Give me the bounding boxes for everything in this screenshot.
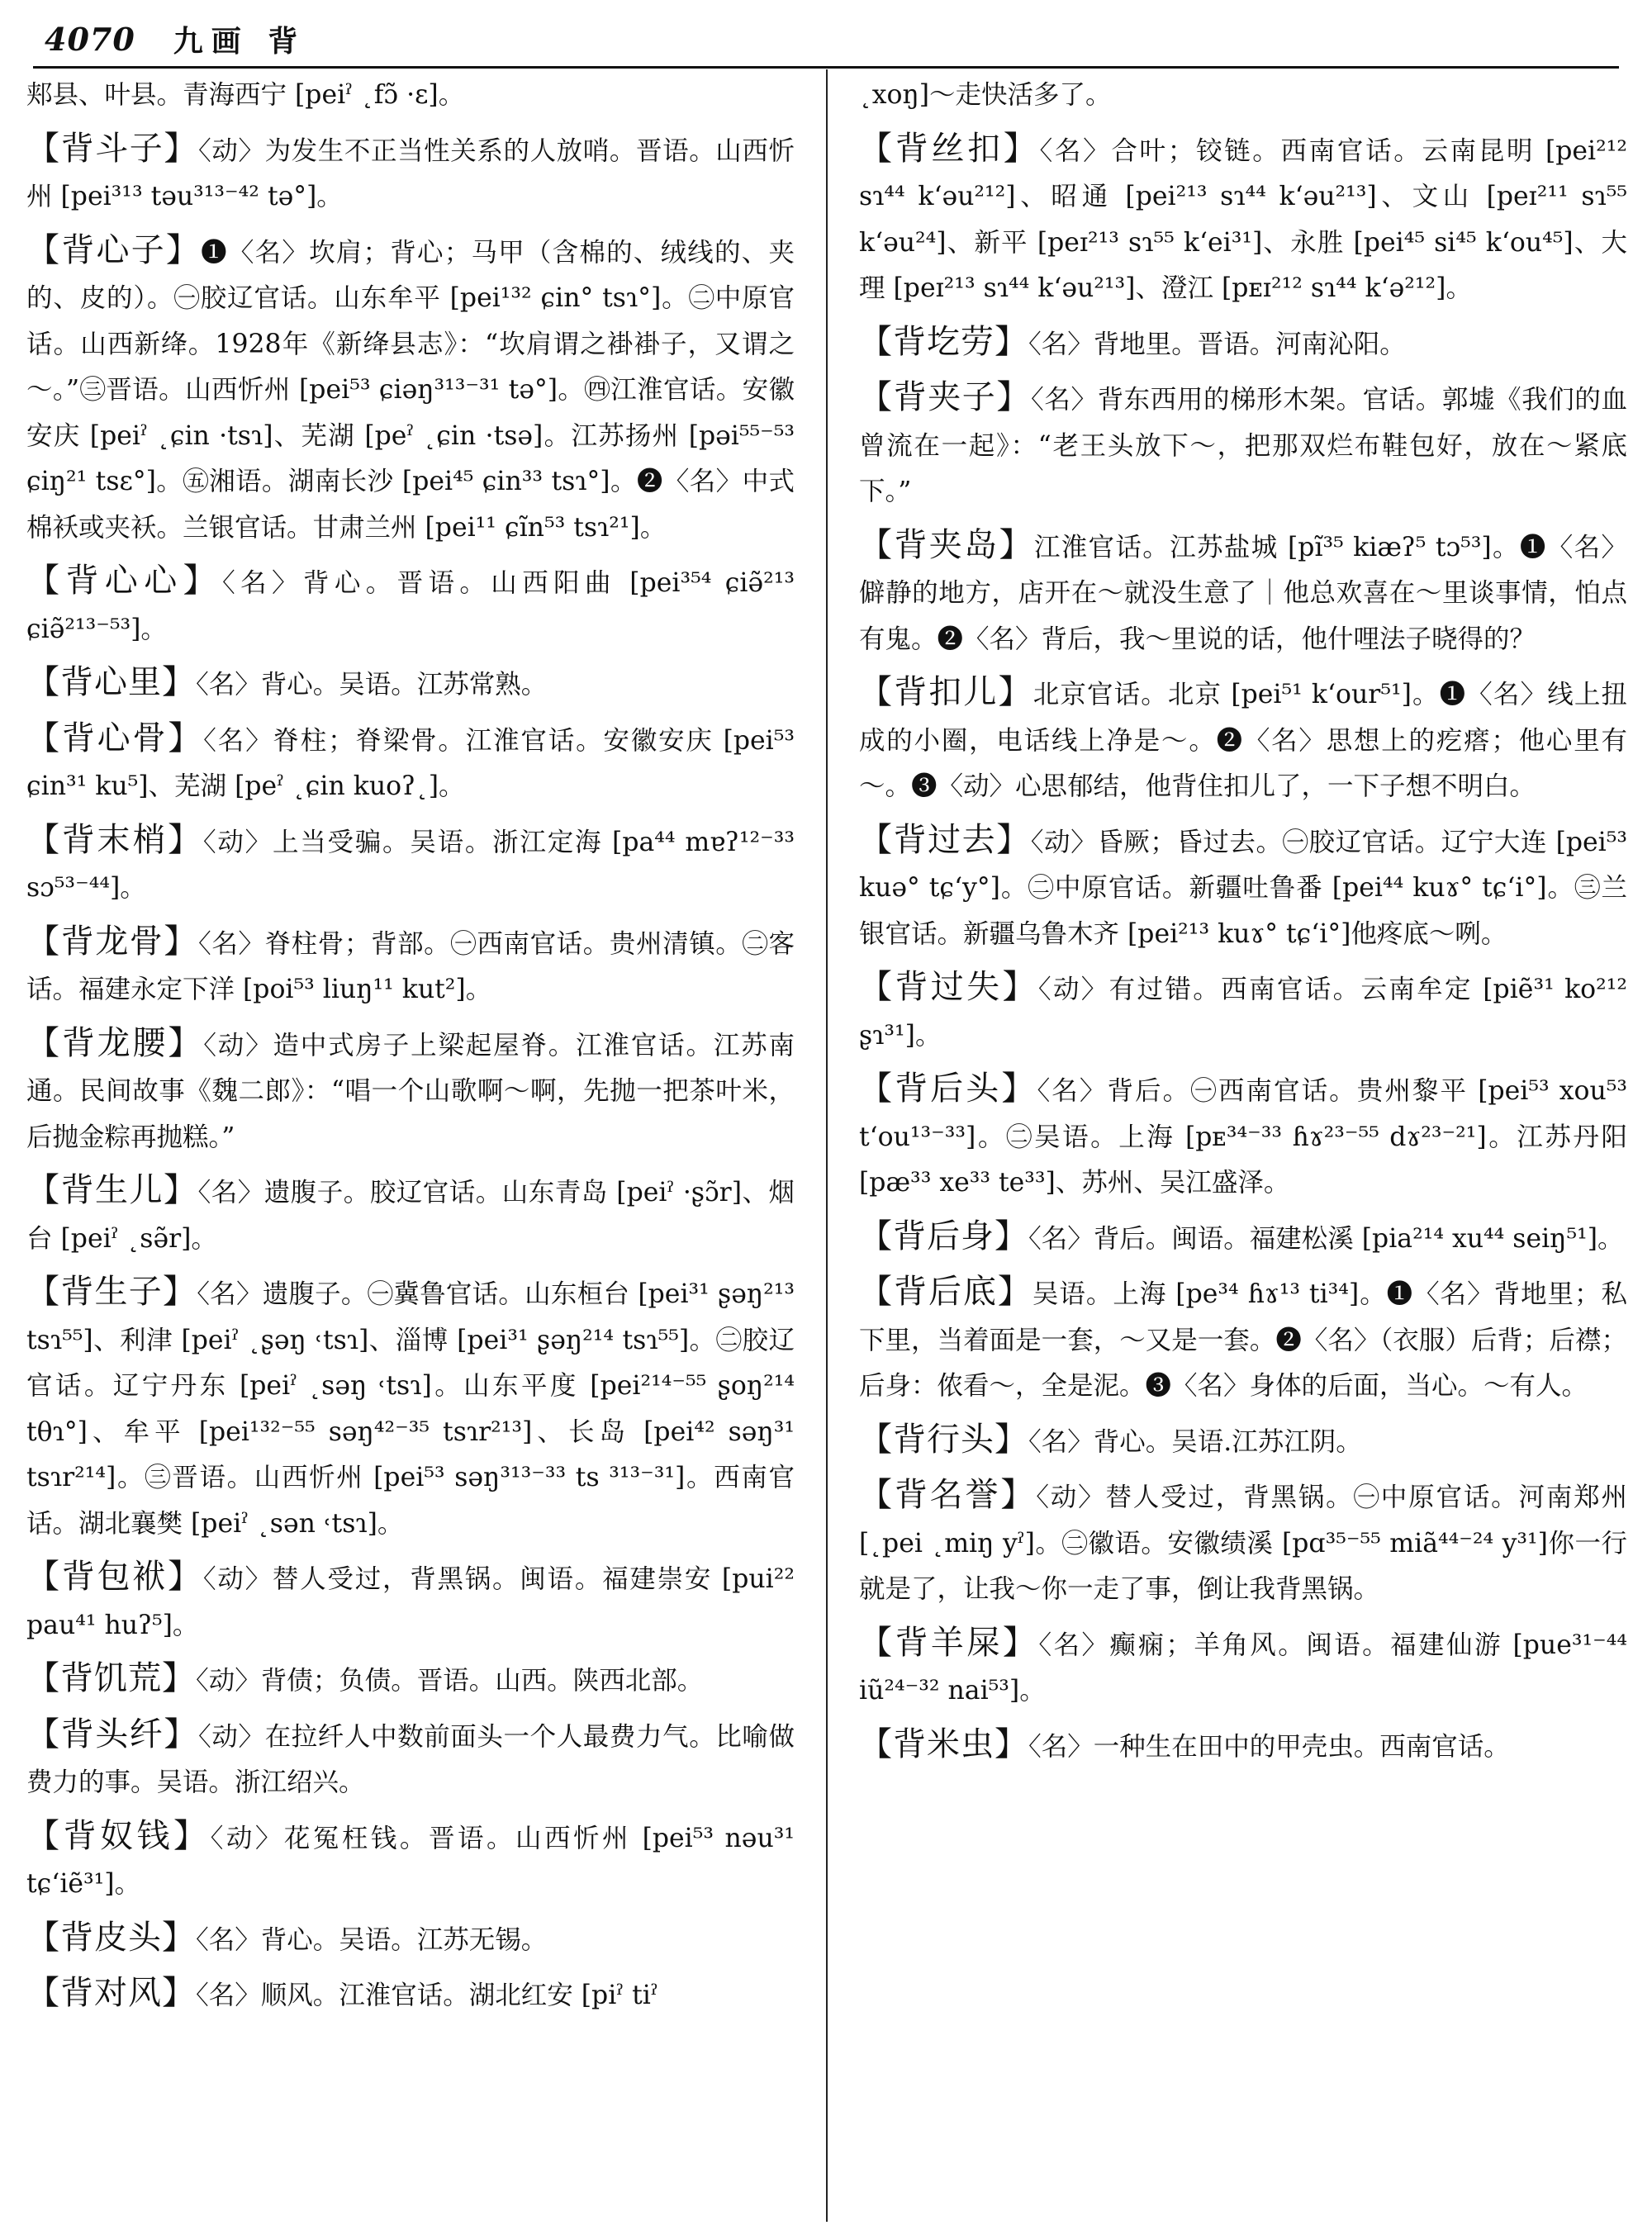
dictionary-entry — [859, 1620, 1627, 1715]
entry-headword: 【背圪劳】 — [859, 322, 1028, 361]
entry-definition: 〈名〉脊柱；脊梁骨。江淮官话。安徽安庆 [pei⁵³ ɕin³¹ ku⁵]、芜湖 [peˀ ˛ɕin kuoʔ˛]。 — [26, 725, 795, 801]
entry-definition: 〈动〉在拉纤人中数前面头一个人最费力气。比喻做费力的事。吴语。浙江绍兴。 — [26, 1721, 795, 1797]
dictionary-entry — [26, 1554, 795, 1649]
entry-headword: 【背生儿】 — [26, 1171, 198, 1209]
dictionary-entry — [26, 660, 795, 709]
entry-definition: ˛xoŋ]～走快活多了。 — [859, 80, 1112, 110]
entry-headword: 【背心子】 — [26, 230, 202, 269]
entry-definition: 〈名〉背后。㊀西南官话。贵州黎平 [pei⁵³ xou⁵³ tʻou¹³⁻³³]。㊁吴语。上海 [pᴇ³⁴⁻³³ ɦɤ²³⁻⁵⁵ dɤ²³⁻²¹]。江苏丹阳 [pæ³³ xe³³ te³³]、苏州、吴江盛泽。 — [859, 1076, 1628, 1198]
entry-headword: 【背羊屎】 — [859, 1623, 1039, 1662]
entry-headword: 【背包袱】 — [26, 1558, 203, 1596]
entry-definition: 〈动〉昏厥；昏过去。㊀胶辽官话。辽宁大连 [pei⁵³ kuə° tɕʻy°]。㊁中原官话。新疆吐鲁番 [pei⁴⁴ kuɤ° tɕʻi°]。㊂兰银官话。新疆乌鲁木齐 [pei²¹³ kuɤ° tɕʻi°]他疼底～咧。 — [859, 827, 1627, 949]
entry-definition: 〈名〉背心。晋语。山西阳曲 [pei³⁵⁴ ɕiə̃²¹³ ɕiə̃²¹³⁻⁵³]。 — [26, 568, 795, 644]
dictionary-entry — [859, 965, 1627, 1059]
dictionary-entry — [26, 1656, 795, 1705]
entry-headword: 【背末梢】 — [26, 820, 203, 859]
left-column — [26, 73, 795, 2027]
dictionary-entry — [26, 818, 795, 912]
page-number: 4070 — [45, 20, 135, 58]
section-title: 九画 背 — [173, 23, 306, 59]
dictionary-entry — [859, 1269, 1627, 1410]
dictionary-entry — [26, 919, 795, 1013]
entry-definition: 郏县、叶县。青海西宁 [peiˀ ˛fɔ̃ ·ɛ]。 — [26, 80, 465, 110]
entry-definition: 〈名〉背心。吴语.江苏江阴。 — [1028, 1426, 1362, 1457]
entry-definition: 〈名〉癫痫；羊角风。闽语。福建仙游 [pue³¹⁻⁴⁴ iũ²⁴⁻³² nai⁵³]。 — [859, 1630, 1627, 1706]
entry-headword: 【背心里】 — [26, 663, 196, 701]
entry-headword: 【背过去】 — [859, 820, 1031, 859]
dictionary-entry — [26, 73, 795, 119]
entry-definition: 〈名〉背东西用的梯形木架。官话。郭墟《我们的血曾流在一起》：“老王头放下～，把那双烂布鞋包好，放在～紧底下。” — [859, 385, 1627, 506]
entry-headword: 【背行头】 — [859, 1420, 1028, 1459]
dictionary-entry — [26, 1021, 795, 1161]
entry-definition: 〈名〉背地里。晋语。河南沁阳。 — [1028, 329, 1406, 359]
entry-definition: 〈名〉背后。闽语。福建松溪 [pia²¹⁴ xu⁴⁴ seiŋ⁵¹]。 — [1028, 1223, 1624, 1254]
dictionary-entry — [859, 1417, 1627, 1466]
entry-definition: 〈动〉替人受过，背黑锅。㊀中原官话。河南郑州 [˛pei ˛miŋ yˀ]。㊁徽语。安徽绩溪 [pɑ³⁵⁻⁵⁵ miã⁴⁴⁻²⁴ y³¹]你一行就是了，让我～你一走了事，倒让我背黑锅。 — [859, 1483, 1627, 1604]
dictionary-entry — [26, 1971, 795, 2019]
entry-headword: 【背龙腰】 — [26, 1023, 204, 1062]
entry-headword: 【背皮头】 — [26, 1918, 196, 1957]
dictionary-entry — [26, 1168, 795, 1262]
page-header — [45, 12, 1619, 66]
dictionary-entry — [26, 716, 795, 810]
dictionary-entry — [26, 126, 795, 221]
entry-headword: 【背饥荒】 — [26, 1659, 196, 1697]
entry-definition: 〈动〉上当受骗。吴语。浙江定海 [pa⁴⁴ mɐʔ¹²⁻³³ sɔ⁵³⁻⁴⁴]。 — [26, 827, 795, 903]
entry-headword: 【背龙骨】 — [26, 922, 199, 961]
dictionary-entry — [859, 818, 1627, 958]
dictionary-entry — [859, 1214, 1627, 1263]
entry-headword: 【背对风】 — [26, 1974, 196, 2012]
entry-headword: 【背夹岛】 — [859, 525, 1034, 564]
entry-definition: 〈名〉背心。吴语。江苏无锡。 — [196, 1924, 548, 1955]
dictionary-entry — [859, 375, 1627, 515]
entry-headword: 【背生子】 — [26, 1273, 197, 1311]
dictionary-entry — [26, 1915, 795, 1964]
entry-definition: 吴语。上海 [pe³⁴ ɦɤ¹³ ti³⁴]。❶〈名〉背地里；私下里，当着面是一套，～又是一套。❷〈名〉（衣服）后背；后襟；后身：侬看～，全是泥。❸〈名〉身体的后面，当心。～有人。 — [859, 1279, 1628, 1401]
entry-definition: 北京官话。北京 [pei⁵¹ kʻour⁵¹]。❶〈名〉线上扭成的小圈，电话线上净是～。❷〈名〉思想上的疙瘩；他心里有～。❸〈动〉心思郁结，他背住扣儿了，一下子想不明白。 — [859, 680, 1627, 801]
dictionary-entry — [859, 670, 1627, 810]
entry-definition: 〈动〉有过错。西南官话。云南牟定 [piẽ³¹ ko²¹² ʂɿ³¹]。 — [859, 975, 1628, 1051]
entry-definition: 〈动〉为发生不正当性关系的人放哨。晋语。山西忻州 [pei³¹³ təu³¹³⁻⁴² tə°]。 — [26, 135, 795, 211]
dictionary-entry — [26, 1269, 795, 1547]
dictionary-entry — [26, 1712, 795, 1806]
right-column — [859, 73, 1627, 1777]
entry-definition: 〈名〉遗腹子。㊀冀鲁官话。山东桓台 [pei³¹ ʂəŋ²¹³ tsɿ⁵⁵]、利津 [peiˀ ˛ʂəŋ ˓tsɿ]、淄博 [pei³¹ ʂəŋ²¹⁴ tsɿ⁵⁵]。㊁胶辽官话。辽宁丹东 [peiˀ ˛səŋ ˓tsɿ]。山东平度 [pei²¹⁴⁻⁵⁵ ʂoŋ²¹⁴ tθɿ°]、牟平 [pei¹³²⁻⁵⁵ səŋ⁴²⁻³⁵ tsɿr²¹³]、长岛 [pei⁴² səŋ³¹ tsɿr²¹⁴]。㊂晋语。山西忻州 [pei⁵³ səŋ³¹³⁻³³ ts ³¹³⁻³¹]。西南官话。湖北襄樊 [peiˀ ˛sən ˓tsɿ]。 — [26, 1279, 795, 1539]
dictionary-entry — [26, 558, 795, 652]
entry-definition: 〈名〉一种生在田中的甲壳虫。西南官话。 — [1028, 1731, 1510, 1762]
entry-headword: 【背名誉】 — [859, 1476, 1037, 1514]
entry-definition: 〈动〉造中式房子上梁起屋脊。江淮官话。江苏南通。民间故事《魏二郎》：“唱一个山歌啊～啊，先抛一把茶叶米，后抛金粽再抛糕。” — [26, 1030, 795, 1152]
entry-headword: 【背丝扣】 — [859, 129, 1040, 168]
entry-headword: 【背心心】 — [26, 562, 222, 600]
entry-headword: 【背斗子】 — [26, 129, 199, 168]
header-rule — [33, 66, 1619, 69]
entry-definition: 〈动〉替人受过，背黑锅。闽语。福建崇安 [pui²² pau⁴¹ huʔ⁵]。 — [26, 1564, 795, 1640]
entry-headword: 【背头纤】 — [26, 1715, 199, 1753]
dictionary-entry — [859, 320, 1627, 368]
entry-definition: 〈名〉顺风。江淮官话。湖北红安 [piˀ tiˀ — [196, 1981, 658, 2010]
entry-definition: 〈动〉花冤枉钱。晋语。山西忻州 [pei⁵³ nəu³¹ tɕʻiẽ³¹]。 — [26, 1823, 795, 1899]
dictionary-entry — [859, 73, 1627, 119]
entry-definition: 〈名〉合叶；铰链。西南官话。云南昆明 [pei²¹² sɿ⁴⁴ kʻəu²¹²]、昭通 [pei²¹³ sɿ⁴⁴ kʻəu²¹³]、文山 [peɪ²¹¹ sɿ⁵⁵ kʻəu²⁴]、新平 [peɪ²¹³ sɿ⁵⁵ kʻei³¹]、永胜 [pei⁴⁵ si⁴⁵ kʻou⁴⁵]、大理 [peɪ²¹³ sɿ⁴⁴ kʻəu²¹³]、澄江 [pᴇɪ²¹² sɿ⁴⁴ kʻə²¹²]。 — [859, 135, 1628, 303]
dictionary-entry — [26, 1814, 795, 1908]
entry-headword: 【背后身】 — [859, 1217, 1028, 1255]
entry-headword: 【背米虫】 — [859, 1725, 1028, 1763]
dictionary-entry — [26, 228, 795, 552]
entry-headword: 【背后底】 — [859, 1273, 1032, 1311]
dictionary-entry — [859, 1066, 1627, 1207]
column-divider — [826, 69, 828, 2222]
entry-headword: 【背过失】 — [859, 968, 1038, 1006]
entry-headword: 【背夹子】 — [859, 378, 1032, 416]
dictionary-entry — [859, 1473, 1627, 1613]
dictionary-entry — [859, 1722, 1627, 1771]
entry-headword: 【背心骨】 — [26, 719, 204, 757]
entry-headword: 【背后头】 — [859, 1070, 1037, 1108]
entry-definition: ❶〈名〉坎肩；背心；马甲（含棉的、绒线的、夹的、皮的）。㊀胶辽官话。山东牟平 [pei¹³² ɕin° tsɿ°]。㊁中原官话。山西新绛。1928年《新绛县志》：“坎肩谓之褂褂子，又谓之～。”㊂晋语。山西忻州 [pei⁵³ ɕiəŋ³¹³⁻³¹ tə°]。㊃江淮官话。安徽安庆 [peiˀ ˛ɕin ·tsɿ]、芜湖 [peˀ ˛ɕin ·tsə]。江苏扬州 [pəi⁵⁵⁻⁵³ ɕiŋ²¹ tsɛ°]。㊄湘语。湖南长沙 [pei⁴⁵ ɕin³³ tsɿ°]。❷〈名〉中式棉袄或夹袄。兰银官话。甘肃兰州 [pei¹¹ ɕĩn⁵³ tsɿ²¹]。 — [26, 237, 795, 543]
entry-definition: 〈名〉脊柱骨；背部。㊀西南官话。贵州清镇。㊁客话。福建永定下洋 [poi⁵³ liuŋ¹¹ kut²]。 — [26, 928, 795, 1004]
dictionary-entry — [859, 523, 1627, 663]
entry-headword: 【背扣儿】 — [859, 673, 1033, 711]
entry-headword: 【背奴钱】 — [26, 1816, 211, 1855]
entry-definition: 〈名〉背心。吴语。江苏常熟。 — [196, 670, 548, 700]
entry-definition: 〈名〉遗腹子。胶辽官话。山东青岛 [peiˀ ·ʂɔ̃r]、烟台 [peiˀ ˛sə̃r]。 — [26, 1178, 795, 1254]
entry-definition: 〈动〉背债；负债。晋语。山西。陕西北部。 — [196, 1666, 704, 1696]
entry-definition: 江淮官话。江苏盐城 [pĩ³⁵ kiæʔ⁵ tɔ⁵³]。❶〈名〉僻静的地方，店开在～就没生意了｜他总欢喜在～里谈事情，怕点有鬼。❷〈名〉背后，我～里说的话，他什哩法子晓得的？ — [859, 532, 1627, 654]
dictionary-entry — [859, 126, 1627, 312]
